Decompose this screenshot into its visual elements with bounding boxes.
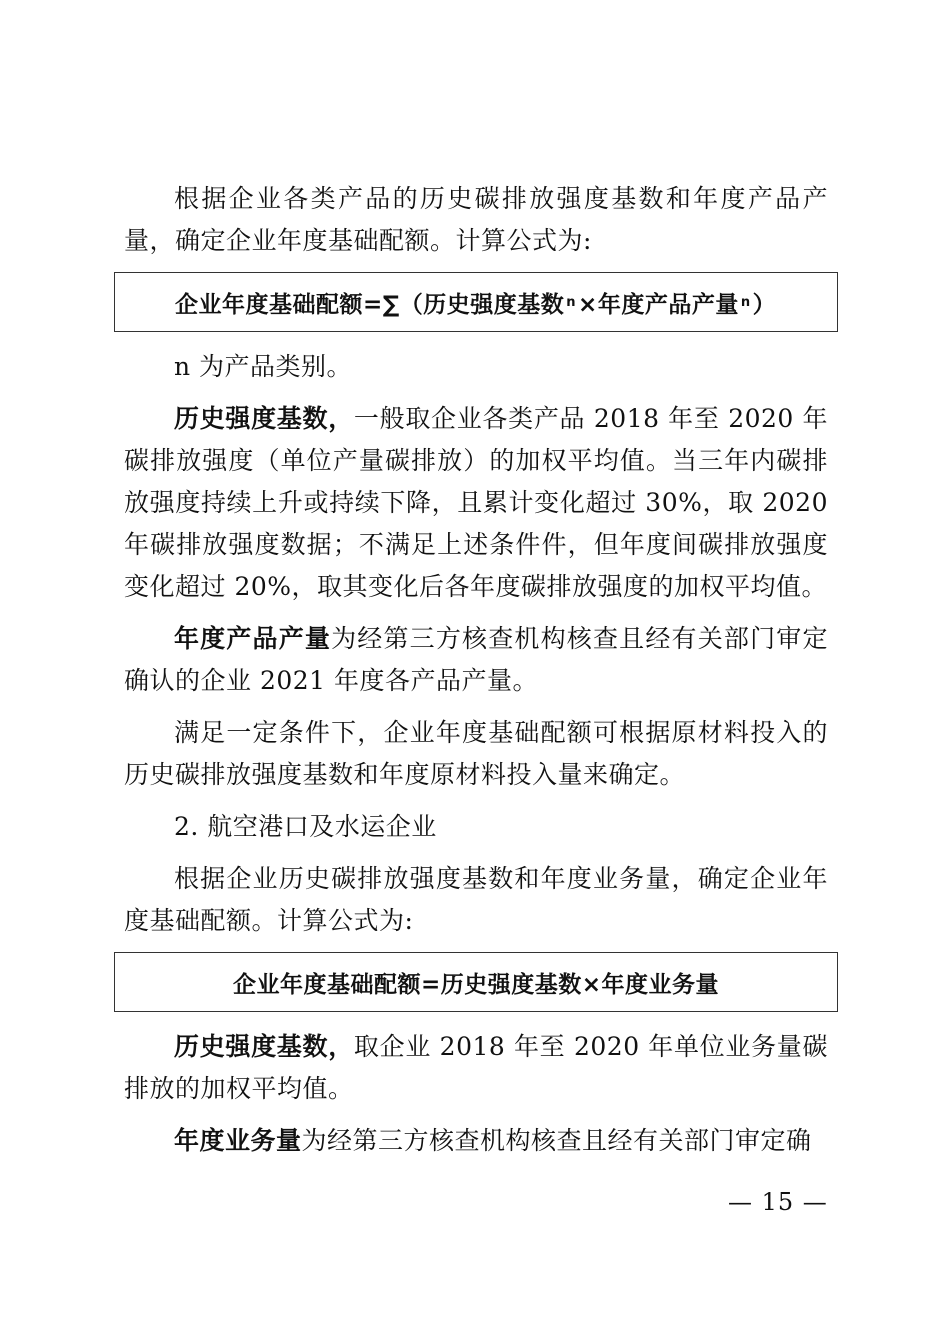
formula-middle: ×年度产品产量 bbox=[578, 291, 739, 318]
paragraph-historical-intensity-text: 一般取企业各类产品 2018 年至 2020 年碳排放强度（单位产量碳排放）的加权平均值。当三年内碳排放强度持续上升或持续下降，且累计变化超过 30%，取 2020 年碳排放强度数据；不满足上述条件件，但年度间碳排放强度变化超过 20%，取其变化后各年度碳排放强度的加权平均值。 bbox=[124, 404, 828, 601]
term-annual-output: 年度产品产量 bbox=[174, 624, 332, 653]
formula-box-aviation bbox=[114, 952, 838, 1012]
document-body bbox=[124, 178, 828, 1172]
paragraph-annual-output-text: 为经第三方核查机构核查且经有关部门审定确认的企业 2021 年度各产品产量。 bbox=[124, 624, 828, 695]
formula-subscript-n2: n bbox=[740, 294, 751, 310]
formula-main: 企业年度基础配额=∑（历史强度基数 bbox=[175, 291, 565, 318]
term-historical-intensity: 历史强度基数， bbox=[174, 404, 354, 433]
paragraph-historical-intensity-aviation-text: 取企业 2018 年至 2020 年单位业务量碳排放的加权平均值。 bbox=[124, 1032, 828, 1103]
formula-box-products bbox=[114, 272, 838, 332]
paragraph-historical-intensity bbox=[124, 398, 828, 608]
paragraph-historical-intensity-aviation bbox=[124, 1026, 828, 1110]
paragraph-intro: 根据企业各类产品的历史碳排放强度基数和年度产品产量，确定企业年度基础配额。计算公式为: bbox=[124, 184, 828, 255]
paragraph-aviation-intro: 根据企业历史碳排放强度基数和年度业务量，确定企业年度基础配额。计算公式为: bbox=[124, 864, 828, 935]
paragraph-annual-business bbox=[124, 1120, 828, 1162]
term-historical-intensity-aviation: 历史强度基数， bbox=[174, 1032, 354, 1061]
formula-aviation: 企业年度基础配额=历史强度基数×年度业务量 bbox=[232, 971, 720, 998]
section-heading-aviation: 2. 航空港口及水运企业 bbox=[174, 812, 437, 841]
paragraph-raw-materials: 满足一定条件下，企业年度基础配额可根据原材料投入的历史碳排放强度基数和年度原材料投入量来确定。 bbox=[124, 718, 828, 789]
paragraph-n-definition: n 为产品类别。 bbox=[174, 352, 353, 381]
paragraph-annual-business-text: 为经第三方核查机构核查且经有关部门审定确 bbox=[301, 1126, 812, 1155]
formula-end: ） bbox=[752, 291, 777, 318]
page-number: — 15 — bbox=[728, 1188, 828, 1216]
term-annual-business: 年度业务量 bbox=[174, 1126, 302, 1155]
paragraph-annual-output bbox=[124, 618, 828, 702]
formula-subscript-n1: n bbox=[566, 294, 577, 310]
